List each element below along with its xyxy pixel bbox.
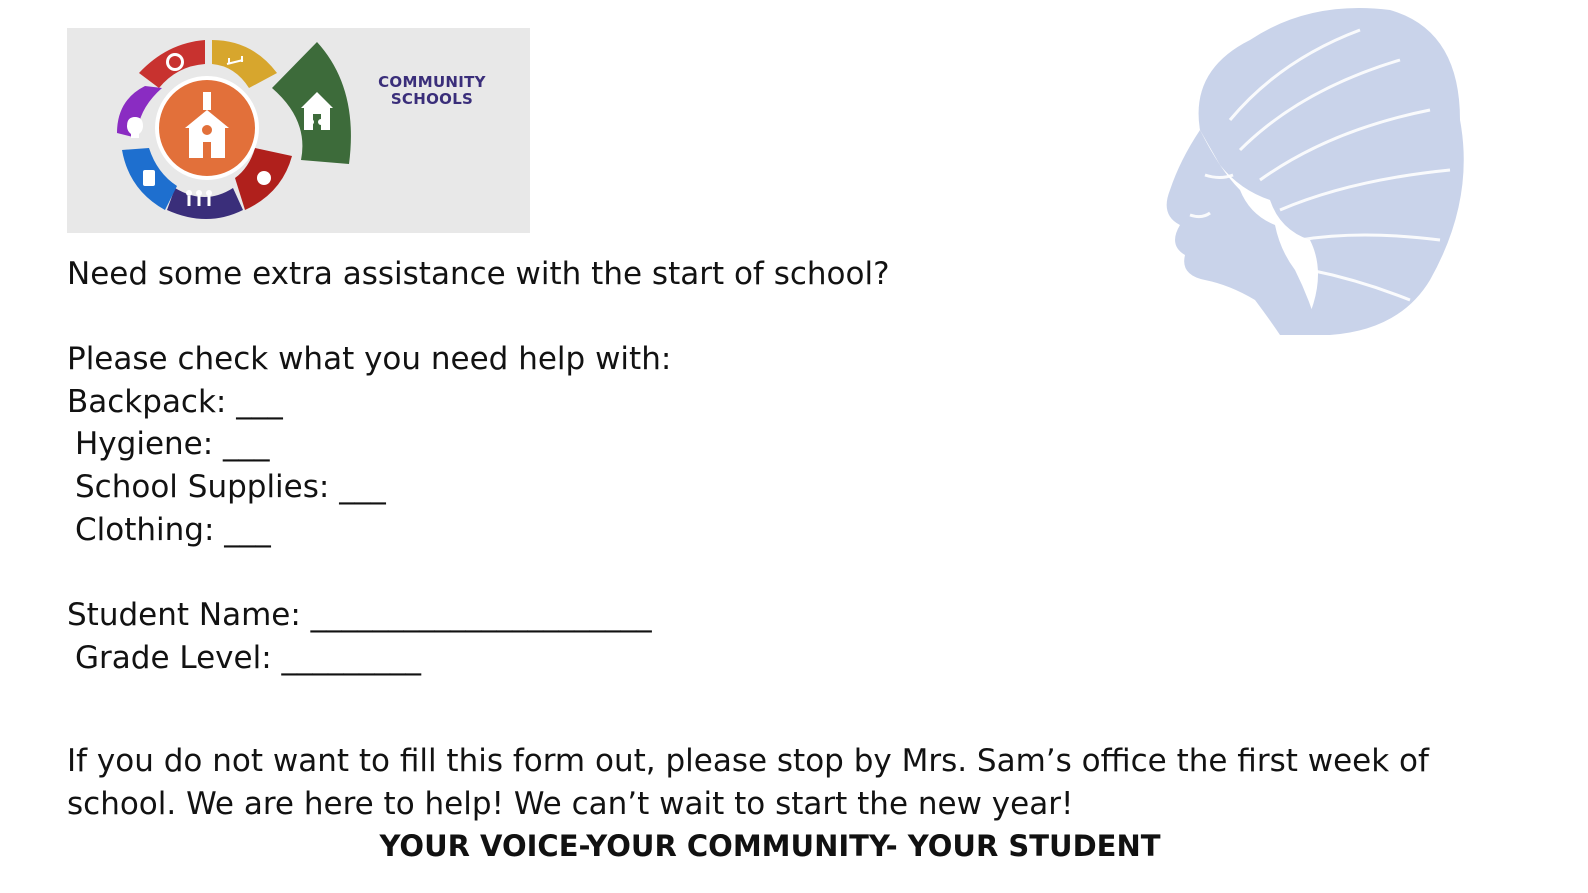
check-instruction: Please check what you need help with: [67, 341, 672, 377]
slogan: YOUR VOICE-YOUR COMMUNITY- YOUR STUDENT [379, 829, 1161, 863]
chief-headdress-icon [1160, 0, 1480, 335]
item-hygiene: Hygiene: ___ [75, 426, 270, 462]
logo-line-schools: SCHOOLS [390, 90, 474, 108]
grade-level-field: Grade Level: _________ [75, 640, 421, 676]
logo-line-community: COMMUNITY [378, 73, 486, 91]
student-name-field: Student Name: ______________________ [67, 597, 652, 633]
assistance-question: Need some extra assistance with the start of school? [67, 256, 890, 292]
item-school-supplies: School Supplies: ___ [75, 469, 386, 505]
office-note: If you do not want to fill this form out, please stop by Mrs. Sam’s office the first week of school. We are here to help! We can’t wait to start the new year! [67, 743, 1429, 822]
community-schools-wheel-icon [67, 28, 530, 233]
item-backpack: Backpack: ___ [67, 384, 283, 420]
item-clothing: Clothing: ___ [75, 512, 271, 548]
logo-wordmark [367, 74, 497, 108]
community-schools-logo [67, 28, 530, 233]
